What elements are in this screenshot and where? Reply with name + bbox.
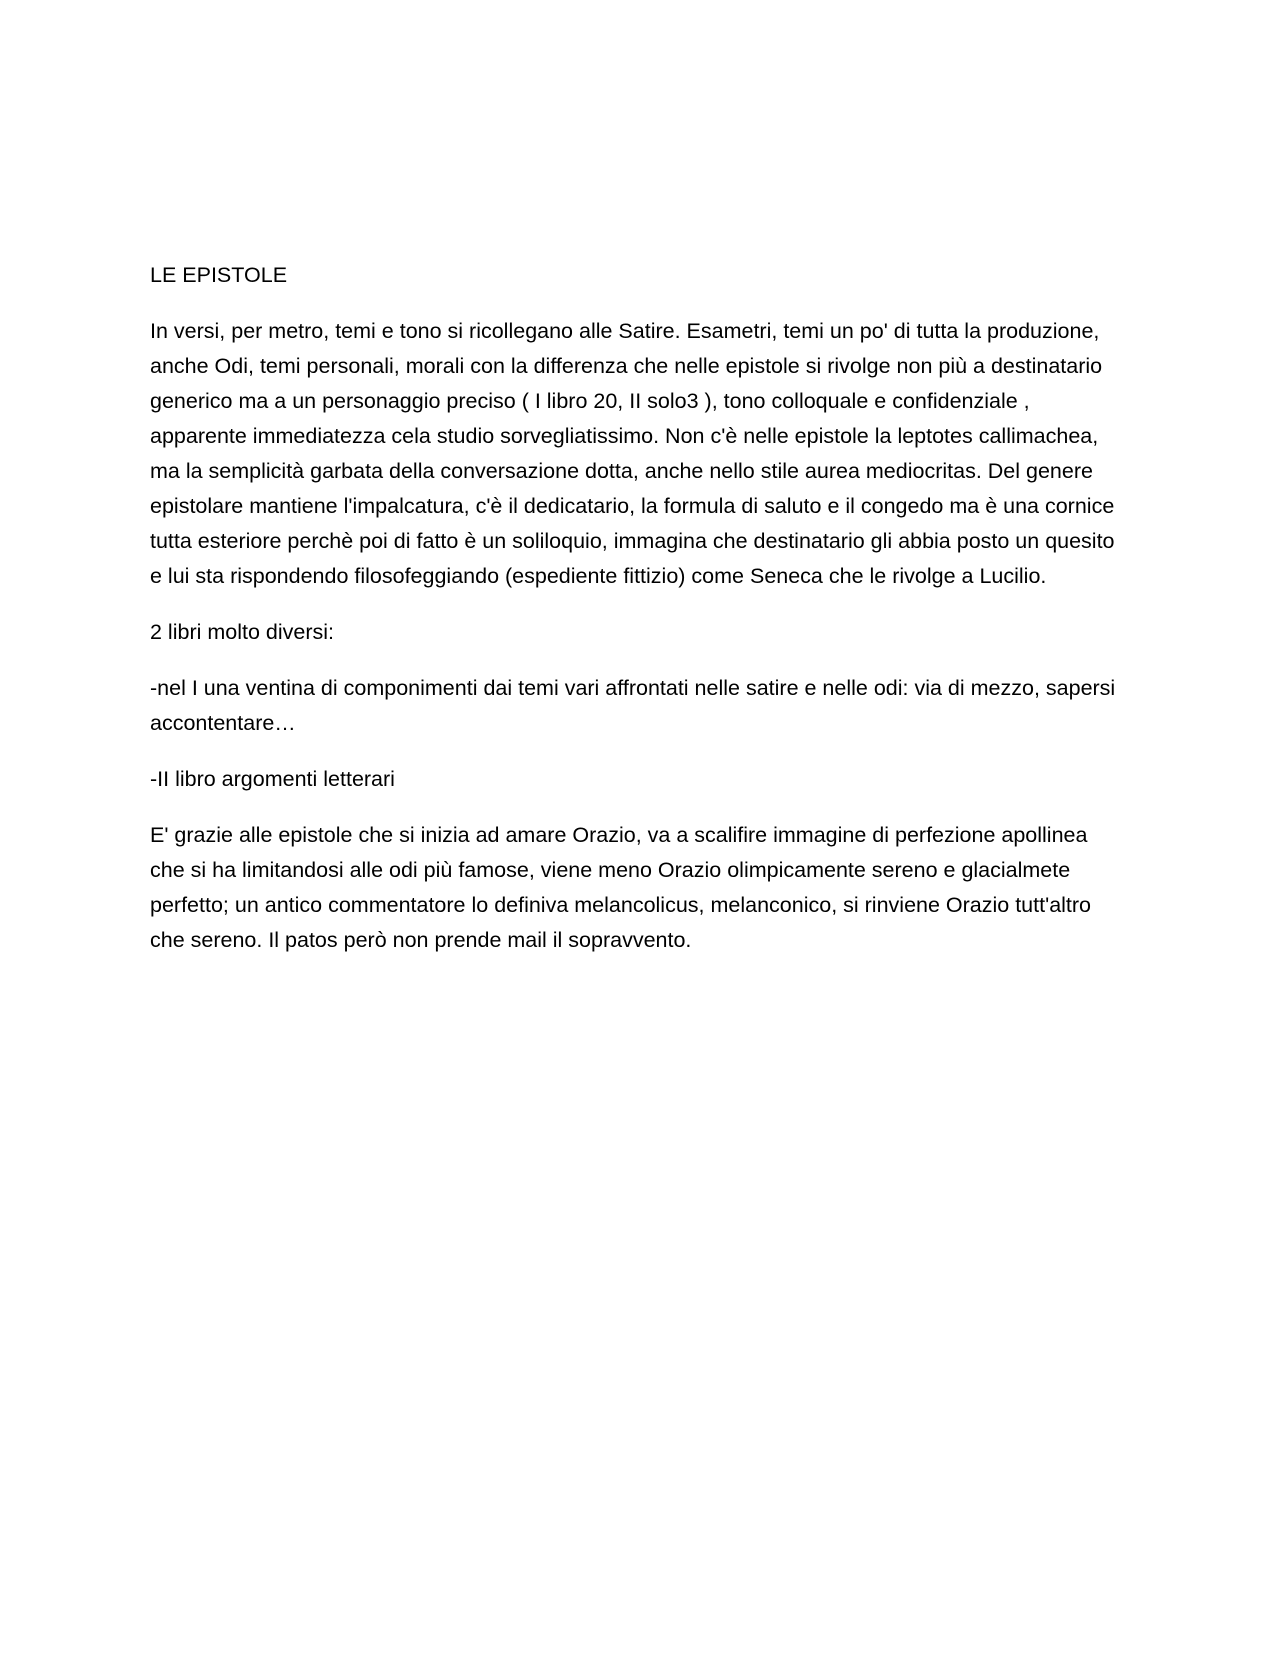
paragraph-conclusion: E' grazie alle epistole che si inizia ad amare Orazio, va a scalifire immagine di perfezione apollinea che si ha limitandosi alle odi più famose, viene meno Orazio olimpicamente sereno e glacialmete perfetto; un antico commentatore lo definiva melancolicus, melanconico, si rinviene Orazio tutt'altro che sereno. Il patos però non prende mail il sopravvento.	[150, 823, 1092, 952]
paragraph-book-one: -nel I una ventina di componimenti dai temi vari affrontati nelle satire e nelle odi: via di mezzo, sapersi accontentare…	[150, 676, 1116, 735]
paragraph-book-two: -II libro argomenti letterari	[150, 767, 395, 791]
paragraph-intro: In versi, per metro, temi e tono si ricollegano alle Satire. Esametri, temi un po' di tutta la produzione, anche Odi, temi personali, morali con la differenza che nelle epistole si rivolge non più a destinatario generico ma a un personaggio preciso ( I libro 20, II solo3 ), tono colloquale e confidenziale , apparente immediatezza cela studio sorvegliatissimo. Non c'è nelle epistole la leptotes callimachea, ma la semplicità garbata della conversazione dotta, anche nello stile aurea mediocritas. Del genere epistolare mantiene l'impalcatura, c'è il dedicatario, la formula di saluto e il congedo ma è una cornice tutta esteriore perchè poi di fatto è un soliloquio, immagina che destinatario gli abbia posto un quesito e lui sta rispondendo filosofeggiando (espediente fittizio) come Seneca che le rivolge a Lucilio.	[150, 319, 1115, 588]
document-title: LE EPISTOLE	[150, 263, 288, 287]
document-body	[150, 258, 1125, 979]
paragraph-books: 2 libri molto diversi:	[150, 620, 334, 644]
